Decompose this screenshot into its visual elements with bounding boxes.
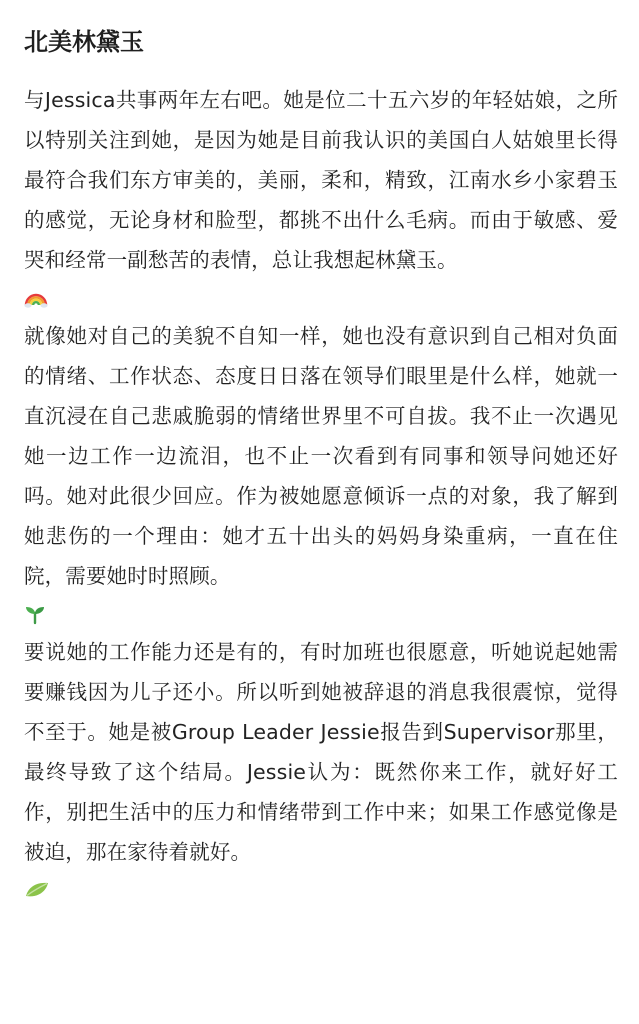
article xyxy=(24,26,618,908)
separator-leaf xyxy=(24,872,618,908)
paragraph-2: 就像她对自己的美貌不自知一样，她也没有意识到自己相对负面的情绪、工作状态、态度日日落在领导们眼里是什么样，她就一直沉浸在自己悲戚脆弱的情绪世界里不可自拔。我不止一次遇见她一边工作一边流泪，也不止一次看到有同事和领导问她还好吗。她对此很少回应。作为被她愿意倾诉一点的对象，我了解到她悲伤的一个理由：她才五十出头的妈妈身染重病，一直在住院，需要她时时照顾。 xyxy=(24,324,618,588)
rainbow-icon xyxy=(24,287,48,309)
paragraph-1: 与Jessica共事两年左右吧。她是位二十五六岁的年轻姑娘，之所以特别关注到她，是因为她是目前我认识的美国白人姑娘里长得最符合我们东方审美的，美丽，柔和，精致，江南水乡小家碧玉的感觉，无论身材和脸型，都挑不出什么毛病。而由于敏感、爱哭和经常一副愁苦的表情，总让我想起林黛玉。 xyxy=(24,88,618,272)
separator-rainbow xyxy=(24,280,618,316)
article-title: 北美林黛玉 xyxy=(24,28,144,56)
separator-seedling xyxy=(24,596,618,632)
leaf-icon xyxy=(24,880,50,900)
seedling-icon xyxy=(24,603,46,625)
paragraph-3: 要说她的工作能力还是有的，有时加班也很愿意，听她说起她需要赚钱因为儿子还小。所以听到她被辞退的消息我很震惊，觉得不至于。她是被Group Leader Jessie报告到Supervisor那里，最终导致了这个结局。Jessie认为：既然你来工作，就好好工作，别把生活中的压力和情绪带到工作中来；如果工作感觉像是被迫，那在家待着就好。 xyxy=(24,640,618,864)
